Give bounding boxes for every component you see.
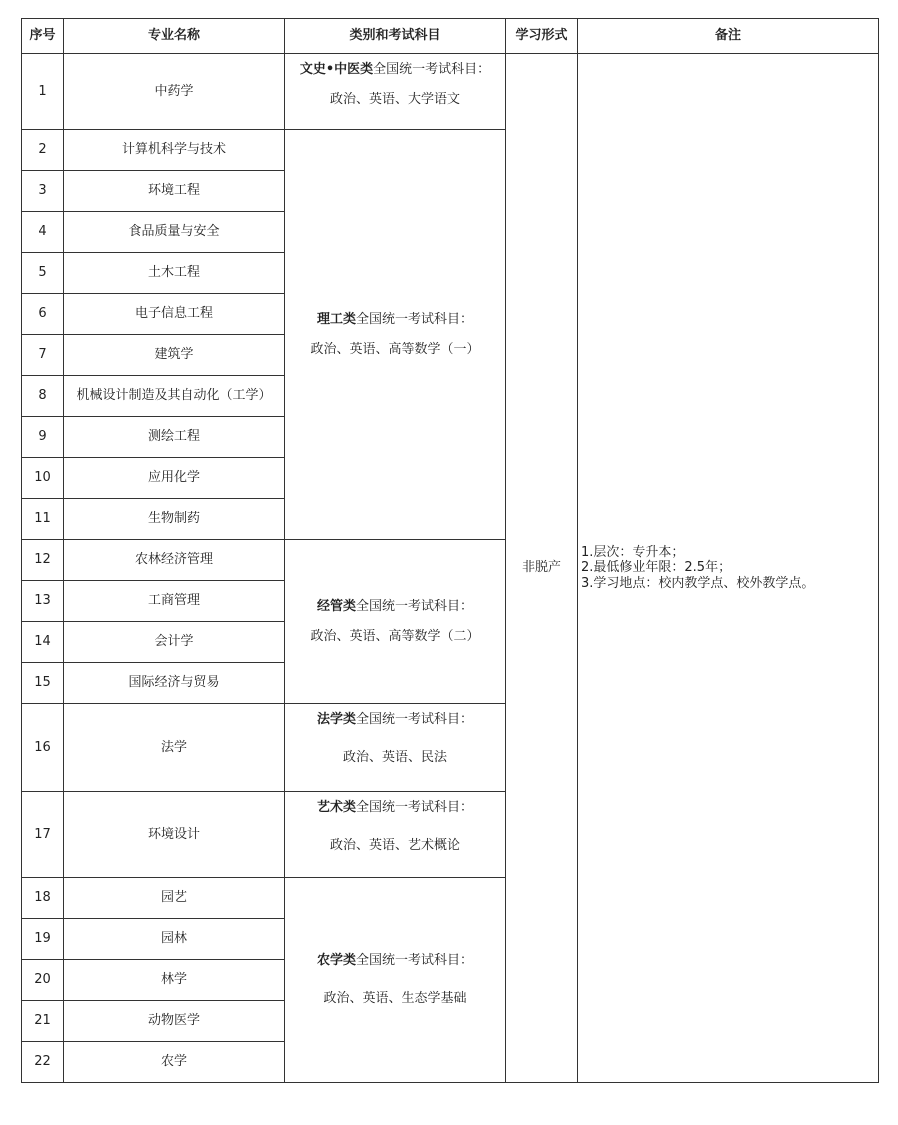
major-name: 国际经济与贸易 bbox=[64, 663, 285, 704]
major-name: 生物制药 bbox=[64, 499, 285, 540]
row-number: 6 bbox=[22, 294, 64, 335]
row-number: 3 bbox=[22, 171, 64, 212]
row-number: 2 bbox=[22, 130, 64, 171]
major-name: 机械设计制造及其自动化（工学） bbox=[64, 376, 285, 417]
category-name: 理工类 bbox=[316, 311, 356, 327]
major-name: 会计学 bbox=[64, 622, 285, 663]
note-line: 2.最低修业年限：2.5年； bbox=[581, 560, 732, 576]
table-row bbox=[22, 54, 879, 130]
major-name: 环境工程 bbox=[64, 171, 285, 212]
row-number: 1 bbox=[22, 54, 64, 130]
row-number: 17 bbox=[22, 792, 64, 878]
row-number: 20 bbox=[22, 960, 64, 1001]
major-name: 建筑学 bbox=[64, 335, 285, 376]
row-number: 4 bbox=[22, 212, 64, 253]
category-cell bbox=[285, 878, 506, 1083]
category-subjects: 政治、英语、民法 bbox=[342, 749, 447, 765]
row-number: 22 bbox=[22, 1042, 64, 1083]
note-line: 3.学习地点：校内教学点、校外教学点。 bbox=[581, 575, 815, 591]
category-subjects: 政治、英语、艺术概论 bbox=[329, 837, 460, 853]
major-name: 计算机科学与技术 bbox=[64, 130, 285, 171]
row-number: 15 bbox=[22, 663, 64, 704]
major-name: 中药学 bbox=[64, 54, 285, 130]
major-name: 园林 bbox=[64, 919, 285, 960]
major-name: 土木工程 bbox=[64, 253, 285, 294]
header-no: 序号 bbox=[22, 19, 64, 54]
category-name: 法学类 bbox=[316, 712, 356, 727]
category-subjects: 政治、英语、高等数学（二） bbox=[310, 628, 480, 644]
row-number: 19 bbox=[22, 919, 64, 960]
category-subjects: 政治、英语、大学语文 bbox=[329, 91, 460, 107]
category-cell bbox=[285, 704, 506, 792]
row-number: 12 bbox=[22, 540, 64, 581]
row-number: 10 bbox=[22, 458, 64, 499]
header-major: 专业名称 bbox=[64, 19, 285, 54]
category-suffix: 全国统一考试科目： bbox=[356, 800, 474, 815]
major-name: 园艺 bbox=[64, 878, 285, 919]
category-suffix: 全国统一考试科目： bbox=[356, 953, 474, 969]
category-suffix: 全国统一考试科目： bbox=[356, 598, 474, 614]
row-number: 8 bbox=[22, 376, 64, 417]
major-name: 农林经济管理 bbox=[64, 540, 285, 581]
major-name: 林学 bbox=[64, 960, 285, 1001]
row-number: 18 bbox=[22, 878, 64, 919]
major-name: 工商管理 bbox=[64, 581, 285, 622]
category-suffix: 全国统一考试科目： bbox=[356, 712, 474, 727]
category-suffix: 全国统一考试科目： bbox=[373, 62, 491, 77]
row-number: 9 bbox=[22, 417, 64, 458]
category-subjects: 政治、英语、生态学基础 bbox=[323, 991, 467, 1006]
category-cell bbox=[285, 130, 506, 540]
row-number: 14 bbox=[22, 622, 64, 663]
major-name: 农学 bbox=[64, 1042, 285, 1083]
header-notes: 备注 bbox=[578, 19, 879, 54]
category-name: 农学类 bbox=[316, 953, 356, 969]
header-study-form: 学习形式 bbox=[506, 19, 578, 54]
note-line: 1.层次：专升本； bbox=[581, 544, 685, 560]
category-cell bbox=[285, 54, 506, 130]
category-cell bbox=[285, 540, 506, 704]
row-number: 16 bbox=[22, 704, 64, 792]
major-name: 应用化学 bbox=[64, 458, 285, 499]
majors-table bbox=[21, 18, 879, 1083]
category-cell bbox=[285, 792, 506, 878]
major-name: 食品质量与安全 bbox=[64, 212, 285, 253]
major-name: 环境设计 bbox=[64, 792, 285, 878]
row-number: 5 bbox=[22, 253, 64, 294]
row-number: 7 bbox=[22, 335, 64, 376]
major-name: 动物医学 bbox=[64, 1001, 285, 1042]
category-name: 文史•中医类 bbox=[299, 62, 374, 77]
row-number: 21 bbox=[22, 1001, 64, 1042]
header-category: 类别和考试科目 bbox=[285, 19, 506, 54]
category-name: 经管类 bbox=[316, 598, 356, 614]
notes-cell bbox=[578, 54, 879, 1083]
major-name: 法学 bbox=[64, 704, 285, 792]
category-subjects: 政治、英语、高等数学（一） bbox=[310, 341, 480, 357]
row-number: 13 bbox=[22, 581, 64, 622]
study-form-cell: 非脱产 bbox=[506, 54, 578, 1083]
major-name: 测绘工程 bbox=[64, 417, 285, 458]
category-suffix: 全国统一考试科目： bbox=[356, 311, 474, 327]
row-number: 11 bbox=[22, 499, 64, 540]
category-name: 艺术类 bbox=[316, 800, 356, 815]
major-name: 电子信息工程 bbox=[64, 294, 285, 335]
